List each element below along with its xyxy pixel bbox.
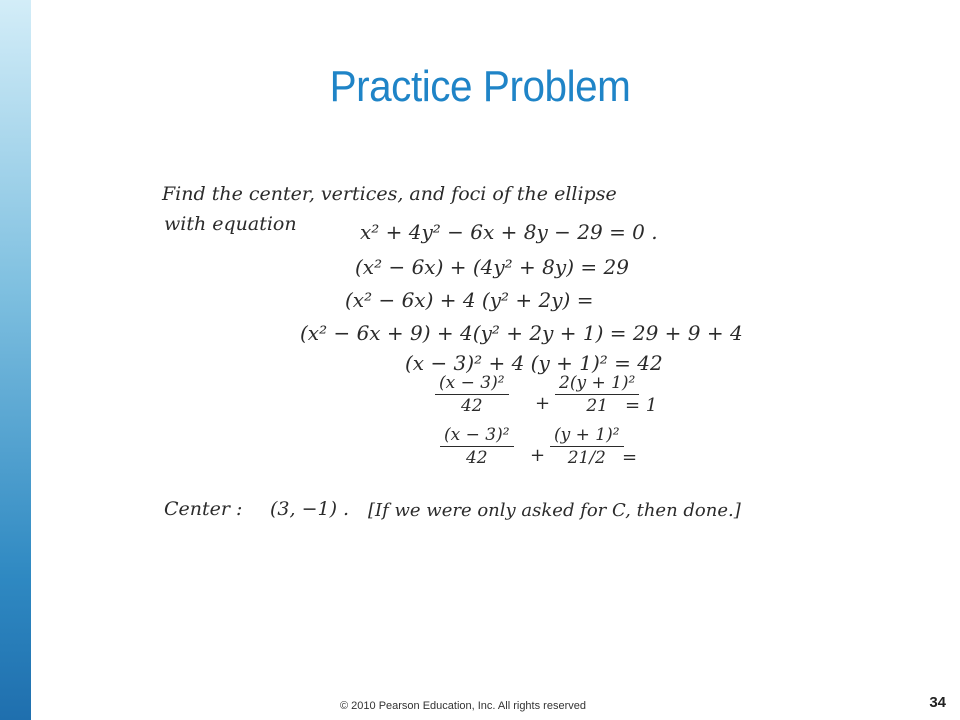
equation-line-6-tail: = 1 xyxy=(625,395,658,416)
fraction-1-denominator: 42 xyxy=(460,396,483,416)
copyright-footer: © 2010 Pearson Education, Inc. All rights reserved xyxy=(340,700,586,712)
equation-line-5: (x − 3)² + 4 (y + 1)² = 42 xyxy=(405,351,663,375)
prompt-line-1: Find the center, vertices, and foci of the ellipse xyxy=(162,183,617,205)
sidebar-gradient-bar xyxy=(0,0,31,720)
fraction-2-denominator: 21 xyxy=(586,396,608,416)
center-note: [If we were only asked for C, then done.] xyxy=(368,500,741,521)
fraction-4-bar xyxy=(550,446,624,447)
page-number: 34 xyxy=(929,694,946,711)
fraction-1 xyxy=(435,373,509,416)
fraction-2-numerator: 2(y + 1)² xyxy=(559,373,636,393)
equation-line-4: (x² − 6x + 9) + 4(y² + 2y + 1) = 29 + 9 + 4 xyxy=(300,321,743,345)
fraction-4 xyxy=(550,425,624,468)
handwritten-solution xyxy=(150,165,800,545)
equation-line-7-tail: = xyxy=(622,447,638,468)
equation-line-1: x² + 4y² − 6x + 8y − 29 = 0 . xyxy=(360,220,658,244)
fraction-4-denominator: 21/2 xyxy=(567,448,606,468)
equation-line-3: (x² − 6x) + 4 (y² + 2y) = xyxy=(345,288,594,312)
fraction-3-bar xyxy=(440,446,514,447)
center-value: (3, −1) . xyxy=(270,498,350,520)
center-label: Center : xyxy=(164,498,243,520)
fraction-3 xyxy=(440,425,514,468)
fraction-4-numerator: (y + 1)² xyxy=(554,425,620,445)
fraction-3-denominator: 42 xyxy=(465,448,488,468)
fraction-1-bar xyxy=(435,394,509,395)
fraction-3-numerator: (x − 3)² xyxy=(444,425,510,445)
slide-title: Practice Problem xyxy=(329,62,631,111)
prompt-line-2: with equation xyxy=(164,213,297,235)
fraction-1-numerator: (x − 3)² xyxy=(439,373,505,393)
equation-line-2: (x² − 6x) + (4y² + 8y) = 29 xyxy=(355,255,629,279)
plus-sign-1: + xyxy=(535,393,551,414)
plus-sign-2: + xyxy=(530,445,546,466)
